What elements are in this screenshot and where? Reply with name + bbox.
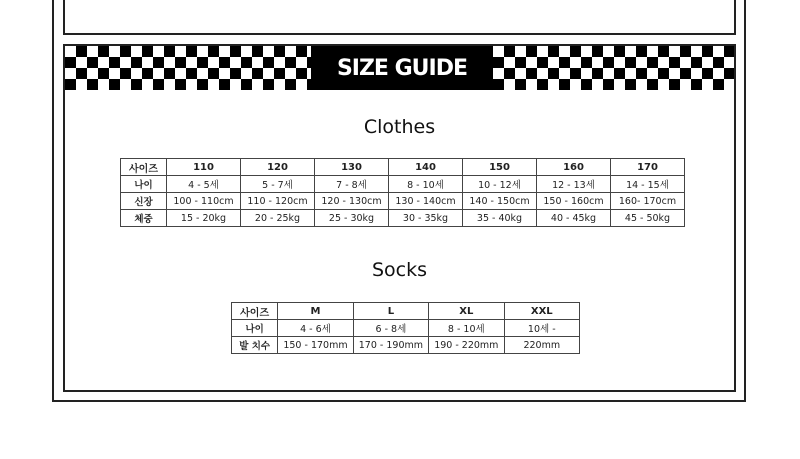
table-cell: 110 - 120cm (241, 193, 315, 210)
table-cell: 150 - 160cm (537, 193, 611, 210)
header-cell: XXL (504, 303, 579, 320)
table-cell: 150 - 170mm (278, 337, 353, 354)
table-row (232, 320, 580, 337)
table-cell: 30 - 35kg (389, 210, 463, 227)
row-label: 발 치수 (232, 337, 278, 354)
socks-title: Socks (371, 259, 428, 281)
row-label: 신장 (121, 193, 167, 210)
table-cell: 8 - 10세 (389, 176, 463, 193)
checkered-pattern-left (65, 46, 311, 90)
row-label: 체중 (121, 210, 167, 227)
header-cell: L (353, 303, 428, 320)
table-cell: 5 - 7세 (241, 176, 315, 193)
table-cell: 6 - 8세 (353, 320, 428, 337)
socks-size-table (231, 302, 580, 354)
table-header-row (232, 303, 580, 320)
header-cell: M (278, 303, 353, 320)
table-cell: 10세 - (504, 320, 579, 337)
size-guide-panel (63, 44, 736, 392)
table-cell: 130 - 140cm (389, 193, 463, 210)
table-cell: 15 - 20kg (167, 210, 241, 227)
table-cell: 140 - 150cm (463, 193, 537, 210)
checkered-pattern-right (493, 46, 734, 90)
table-cell: 20 - 25kg (241, 210, 315, 227)
row-label: 나이 (121, 176, 167, 193)
table-cell: 40 - 45kg (537, 210, 611, 227)
table-cell: 12 - 13세 (537, 176, 611, 193)
table-cell: 220mm (504, 337, 579, 354)
table-cell: 100 - 110cm (167, 193, 241, 210)
table-cell: 4 - 5세 (167, 176, 241, 193)
table-cell: 170 - 190mm (353, 337, 428, 354)
table-header-row (121, 159, 685, 176)
size-guide-banner (65, 46, 734, 90)
table-cell: 120 - 130cm (315, 193, 389, 210)
header-cell: 사이즈 (121, 159, 167, 176)
previous-section-panel (63, 0, 736, 35)
table-row (232, 337, 580, 354)
header-cell: 사이즈 (232, 303, 278, 320)
table-cell: 45 - 50kg (611, 210, 685, 227)
header-cell: 130 (315, 159, 389, 176)
table-cell: 7 - 8세 (315, 176, 389, 193)
table-cell: 35 - 40kg (463, 210, 537, 227)
header-cell: 150 (463, 159, 537, 176)
header-cell: 140 (389, 159, 463, 176)
table-row (121, 210, 685, 227)
header-cell: 160 (537, 159, 611, 176)
table-cell: 190 - 220mm (429, 337, 504, 354)
size-guide-title: SIZE GUIDE (311, 46, 493, 90)
table-cell: 10 - 12세 (463, 176, 537, 193)
table-row (121, 193, 685, 210)
table-cell: 160- 170cm (611, 193, 685, 210)
header-cell: 110 (167, 159, 241, 176)
clothes-title: Clothes (363, 116, 436, 138)
table-cell: 14 - 15세 (611, 176, 685, 193)
header-cell: 120 (241, 159, 315, 176)
table-row (121, 176, 685, 193)
table-cell: 4 - 6세 (278, 320, 353, 337)
header-cell: 170 (611, 159, 685, 176)
table-cell: 25 - 30kg (315, 210, 389, 227)
table-cell: 8 - 10세 (429, 320, 504, 337)
clothes-size-table (120, 158, 685, 227)
row-label: 나이 (232, 320, 278, 337)
header-cell: XL (429, 303, 504, 320)
